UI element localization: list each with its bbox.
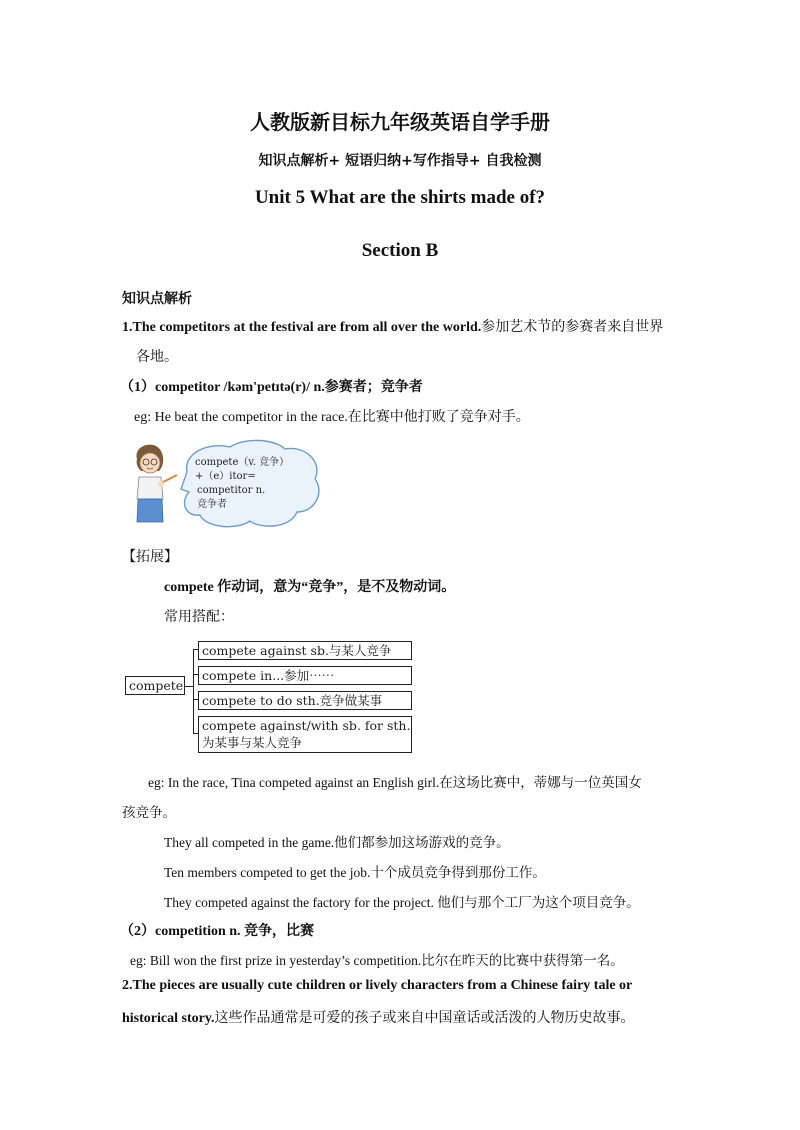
point-2-english: historical story. [122, 1011, 215, 1026]
example-5: They competed against the factory for the project. 他们与那个工厂为这个项目竞争。 [164, 895, 640, 910]
point-1-chinese: 参加艺术节的参赛者来自世界 [481, 320, 664, 335]
sub-point-1-example: eg: He beat the competitor in the race.在比赛中他打败了竞争对手。 [134, 410, 530, 425]
example-4: Ten members competed to get the job.十个成员竞争得到那份工作。 [164, 865, 546, 880]
example-3: They all competed in the game.他们都参加这场游戏的竞争。 [164, 835, 510, 850]
unit-title: Unit 5 What are the shirts made of? [254, 187, 546, 208]
sub-point-1 [120, 376, 423, 396]
document-subtitle: 知识点解析+ 短语归纳+写作指导+ 自我检测 [258, 153, 542, 169]
sub-point-2-label: （2） [120, 924, 155, 939]
sub-point-2-text: competition n. 竞争，比赛 [155, 924, 315, 939]
expand-label: 【拓展】 [122, 550, 178, 565]
collocations-label: 常用搭配： [164, 610, 234, 625]
diagram-item-4-line-2: 为某事与某人竞争 [202, 735, 303, 750]
point-2-line-2 [122, 1007, 635, 1027]
teacher-icon [137, 445, 177, 522]
diagram-item-1: compete against sb.与某人竞争 [198, 641, 412, 660]
collocation-diagram [120, 638, 420, 758]
diagram-root: compete [125, 676, 185, 695]
point-1-line-2: 各地。 [136, 350, 178, 365]
knowledge-heading: 知识点解析 [122, 291, 192, 307]
teacher-illustration [125, 437, 325, 532]
pointer-stick [161, 475, 177, 483]
sub-point-2 [120, 920, 314, 940]
example-2-line-2: 孩竞争。 [122, 805, 176, 820]
document-title: 人教版新目标九年级英语自学手册 [250, 110, 550, 134]
example-2-line-1: eg: In the race, Tina competed against an English girl.在这场比赛中，蒂娜与一位英国女 [148, 775, 642, 790]
expand-line: compete 作动词，意为“竞争”，是不及物动词。 [164, 580, 456, 595]
sub-point-2-example: eg: Bill won the first prize in yesterday’s competition.比尔在昨天的比赛中获得第一名。 [130, 953, 624, 968]
point-1-english: 1.The competitors at the festival are from all over the world. [122, 320, 482, 335]
diagram-item-4 [198, 716, 412, 753]
point-2-chinese: 这些作品通常是可爱的孩子或来自中国童话或活泼的人物历史故事。 [214, 1011, 635, 1026]
diagram-item-3: compete to do sth.竞争做某事 [198, 691, 412, 710]
sub-point-1-label: （1） [120, 380, 155, 395]
speech-bubble [181, 440, 319, 526]
point-2-line-1: 2.The pieces are usually cute children or lively characters from a Chinese fairy tale or [122, 978, 633, 993]
point-1-line-1 [122, 316, 663, 336]
diagram-item-4-line-1: compete against/with sb. for sth. [202, 718, 411, 733]
bubble-line-2: +（e）itor= [195, 471, 256, 482]
diagram-item-2: compete in...参加⋯⋯ [198, 666, 412, 685]
bubble-line-1: compete（v. 竞争） [195, 457, 290, 468]
bubble-line-3: competitor n. [197, 485, 266, 496]
section-title: Section B [361, 240, 439, 261]
bubble-line-4: 竞争者 [197, 499, 227, 510]
sub-point-1-text: competitor /kəm'petɪtə(r)/ n.参赛者；竞争者 [155, 380, 423, 395]
